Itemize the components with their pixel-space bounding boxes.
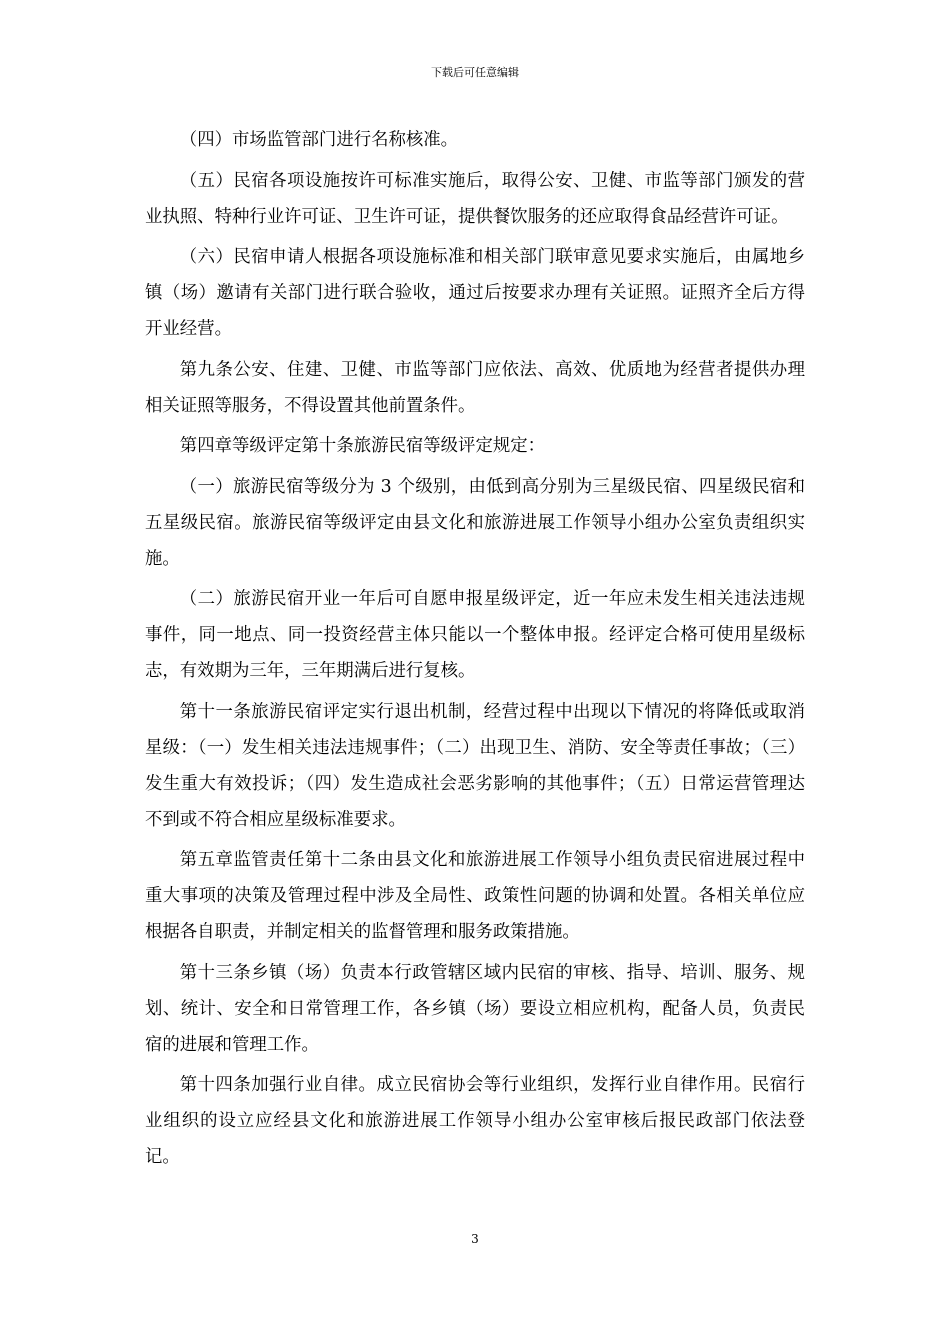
paragraph-item-2: （二）旅游民宿开业一年后可自愿申报星级评定，近一年应未发生相关违法违规事件，同一地点、同一投资经营主体只能以一个整体申报。经评定合格可使用星级标志，有效期为三年，三年期满后进行复核。 <box>145 589 805 681</box>
paragraph-article-13: 第十三条乡镇（场）负责本行政管辖区域内民宿的审核、指导、培训、服务、规划、统计、安全和日常管理工作，各乡镇（场）要设立相应机构，配备人员，负责民宿的进展和管理工作。 <box>145 962 805 1055</box>
page-header: 下载后可任意编辑 <box>431 66 519 79</box>
page-number: 3 <box>471 1232 479 1246</box>
paragraph-item-5: （五）民宿各项设施按许可标准实施后，取得公安、卫健、市监等部门颁发的营业执照、特种行业许可证、卫生许可证，提供餐饮服务的还应取得食品经营许可证。 <box>145 170 805 227</box>
paragraph-item-6: （六）民宿申请人根据各项设施标准和相关部门联审意见要求实施后，由属地乡镇（场）邀请有关部门进行联合验收，通过后按要求办理有关证照。证照齐全后方得开业经营。 <box>145 247 805 339</box>
document-body <box>145 122 805 1180</box>
paragraph-article-11: 第十一条旅游民宿评定实行退出机制，经营过程中出现以下情况的将降低或取消星级：（一）发生相关违法违规事件；（二）出现卫生、消防、安全等责任事故；（三）发生重大有效投诉；（四）发生造成社会恶劣影响的其他事件；（五）日常运营管理达不到或不符合相应星级标准要求。 <box>145 701 805 830</box>
paragraph-item-1: （一）旅游民宿等级分为 3 个级别，由低到高分别为三星级民宿、四星级民宿和五星级民宿。旅游民宿等级评定由县文化和旅游进展工作领导小组办公室负责组织实施。 <box>145 476 805 569</box>
paragraph-article-9: 第九条公安、住建、卫健、市监等部门应依法、高效、优质地为经营者提供办理相关证照等服务，不得设置其他前置条件。 <box>145 359 805 416</box>
paragraph-item-4: （四）市场监管部门进行名称核准。 <box>179 130 459 150</box>
paragraph-chapter-5-article-12: 第五章监管责任第十二条由县文化和旅游进展工作领导小组负责民宿进展过程中重大事项的决策及管理过程中涉及全局性、政策性问题的协调和处置。各相关单位应根据各自职责，并制定相关的监督管理和服务政策措施。 <box>145 850 805 942</box>
paragraph-chapter-4-article-10: 第四章等级评定第十条旅游民宿等级评定规定： <box>179 436 546 456</box>
paragraph-article-14: 第十四条加强行业自律。成立民宿协会等行业组织，发挥行业自律作用。民宿行业组织的设立应经县文化和旅游进展工作领导小组办公室审核后报民政部门依法登记。 <box>145 1075 805 1167</box>
